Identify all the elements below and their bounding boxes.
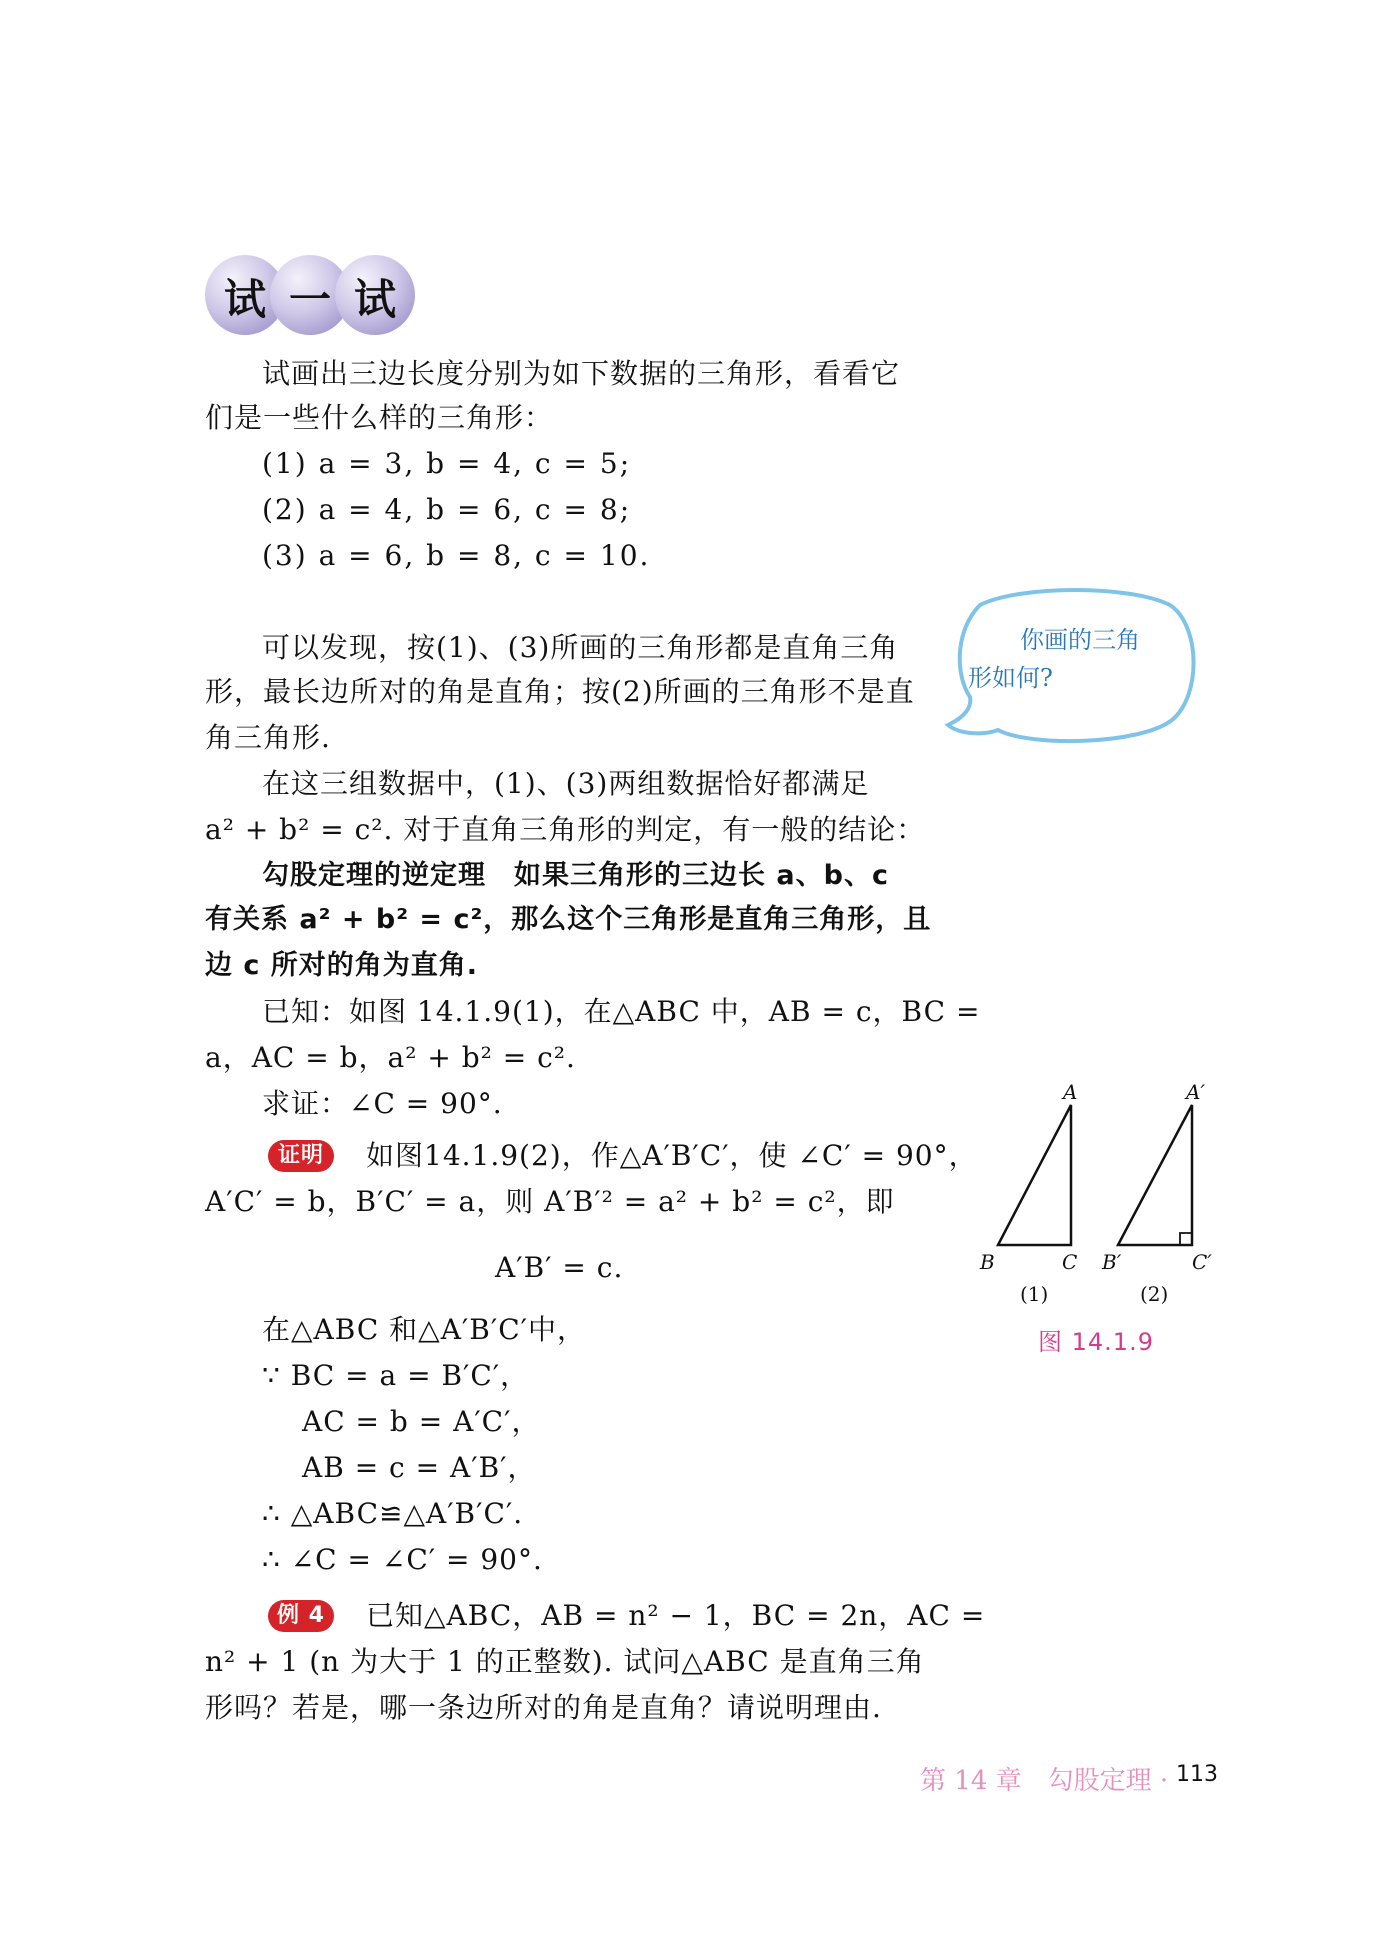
theorem-line-1: 勾股定理的逆定理 如果三角形的三边长 a、b、c [262, 860, 889, 891]
discovery-line-4: 在这三组数据中，(1)、(3)两组数据恰好都满足 [262, 767, 870, 800]
figure-sub-1: (1) [1020, 1282, 1049, 1306]
label-B: B [980, 1250, 995, 1274]
example-line-2: n² + 1 (n 为大于 1 的正整数). 试问△ABC 是直角三角 [205, 1645, 925, 1678]
proof-line-7: AB = c = A′B′， [302, 1451, 537, 1484]
intro-item-3: (3) a = 6, b = 8, c = 10. [262, 539, 651, 572]
proof-line-1: 如图14.1.9(2)，作△A′B′C′，使 ∠C′ = 90°， [366, 1139, 978, 1172]
bubble-line-2: 形如何? [968, 664, 1053, 692]
example-line-3: 形吗？若是，哪一条边所对的角是直角？请说明理由. [205, 1691, 882, 1724]
theorem-line-2: 有关系 a² + b² = c²，那么这个三角形是直角三角形，且 [205, 904, 932, 935]
intro-item-2: (2) a = 4, b = 6, c = 8; [262, 493, 632, 526]
figure-triangles [970, 1090, 1230, 1290]
title-circle-1: 试 [205, 255, 285, 335]
intro-item-1: (1) a = 3, b = 4, c = 5; [262, 447, 632, 480]
section-title [205, 255, 415, 335]
discovery-line-2: 形，最长边所对的角是直角；按(2)所画的三角形不是直 [205, 675, 915, 708]
triangle-a-prime [1118, 1105, 1192, 1245]
given-line-3: 求证：∠C = 90°. [262, 1087, 503, 1120]
proof-line-4: 在△ABC 和△A′B′C′中， [262, 1313, 587, 1346]
title-circle-3: 试 [335, 255, 415, 335]
proof-line-3: A′B′ = c. [495, 1251, 624, 1284]
intro-line-1: 试画出三边长度分别为如下数据的三角形，看看它 [262, 357, 901, 390]
triangle-abc [998, 1105, 1071, 1245]
theorem-line-3: 边 c 所对的角为直角. [205, 950, 479, 981]
label-A: A [1063, 1080, 1078, 1104]
proof-line-9: ∴ ∠C = ∠C′ = 90°. [262, 1543, 543, 1576]
figure-sub-2: (2) [1140, 1282, 1169, 1306]
proof-line-5: ∵ BC = a = B′C′， [262, 1359, 530, 1392]
title-circle-2: 一 [270, 255, 350, 335]
given-line-1: 已知：如图 14.1.9(1)，在△ABC 中，AB = c，BC = [262, 995, 981, 1028]
given-line-2: a，AC = b，a² + b² = c². [205, 1041, 576, 1074]
page-number: 113 [1176, 1762, 1218, 1787]
proof-line-6: AC = b = A′C′， [302, 1405, 541, 1438]
discovery-line-1: 可以发现，按(1)、(3)所画的三角形都是直角三角 [262, 631, 899, 664]
figure-caption: 图 14.1.9 [1038, 1328, 1154, 1356]
example-badge: 例 4 [268, 1600, 334, 1632]
example-line-1: 已知△ABC，AB = n² − 1，BC = 2n，AC = [366, 1599, 986, 1632]
proof-badge: 证明 [268, 1140, 334, 1172]
intro-line-2: 们是一些什么样的三角形： [205, 401, 554, 434]
label-C: C [1062, 1250, 1078, 1274]
right-angle-mark [1180, 1233, 1192, 1245]
label-A-prime: A′ [1186, 1080, 1205, 1104]
label-C-prime: C′ [1192, 1250, 1212, 1274]
discovery-line-3: 角三角形. [205, 721, 331, 754]
label-B-prime: B′ [1102, 1250, 1122, 1274]
proof-line-2: A′C′ = b，B′C′ = a，则 A′B′² = a² + b² = c²，即 [205, 1185, 895, 1218]
proof-line-8: ∴ △ABC≌△A′B′C′. [262, 1497, 524, 1530]
discovery-line-5: a² + b² = c². 对于直角三角形的判定，有一般的结论： [205, 813, 926, 846]
bubble-line-1: 你画的三角 [1020, 626, 1140, 654]
footer-chapter: 第 14 章 勾股定理 · [920, 1766, 1169, 1796]
